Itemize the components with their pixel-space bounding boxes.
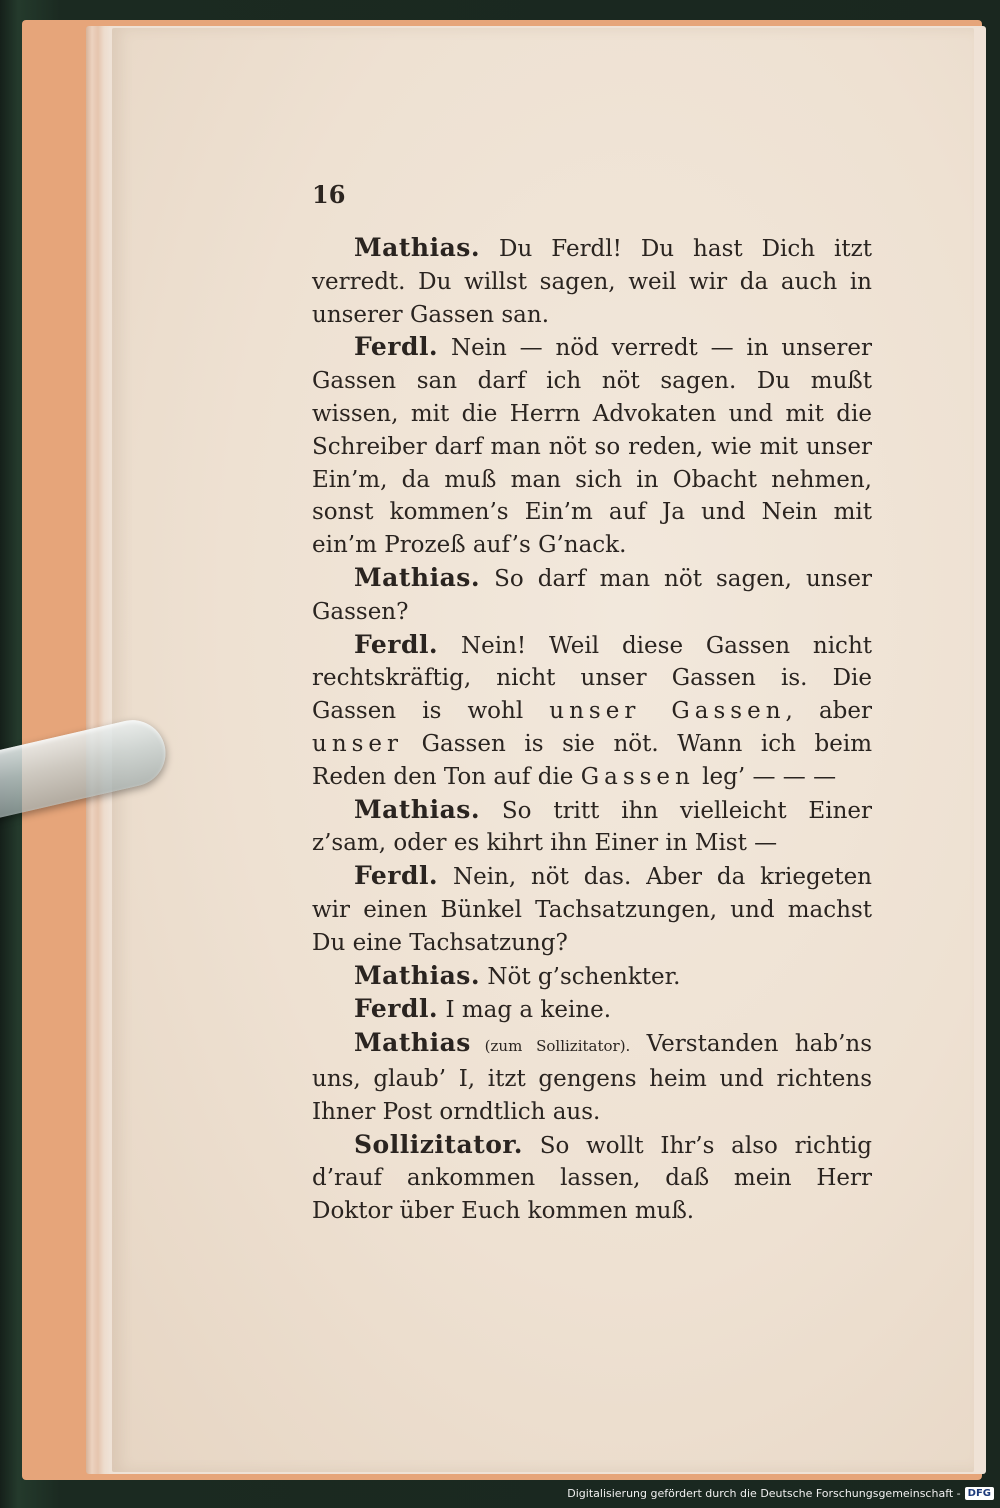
dialogue-text: Nöt g’schenkter. (480, 963, 681, 990)
emphasized-text: unser Gassen (549, 698, 786, 725)
funding-credit: Digitalisierung gefördert durch die Deutsche Forschungsgemeinschaft - (567, 1487, 961, 1500)
dialogue-text: So tritt ihn vielleicht Einer z’sam, oder es kihrt ihn Einer in Mist — (312, 797, 872, 857)
dialogue-text: Gassen is sie nöt. Wann ich beim Reden den Ton auf die (312, 730, 872, 790)
speaker-name: Mathias. (354, 960, 481, 990)
paragraph-1 (312, 232, 872, 331)
dialogue-text: So wollt Ihr’s also richtig d’rauf ankommen lassen, daß mein Herr Doktor über Euch kommen muß. (312, 1132, 872, 1225)
dialogue-text: Verstanden hab’ns uns, glaub’ I, itzt gengens heim und richtens Ihner Post orndtlich aus. (312, 1031, 872, 1125)
dialogue-text: Nein! Weil diese Gassen nicht rechtskräftig, nicht unser Gassen is. Die Gassen is wohl (312, 632, 872, 725)
speaker-name: Mathias. (354, 233, 481, 262)
emphasized-text: unser (312, 730, 404, 757)
speaker-name: Ferdl. (354, 994, 439, 1024)
page-number: 16 (312, 180, 346, 209)
paragraph-6 (312, 860, 872, 959)
paragraph-9 (312, 1027, 872, 1128)
stage-direction: (zum Sollizitator). (470, 1037, 631, 1056)
dialogue-text: So darf man nöt sagen, unser Gassen? (312, 565, 872, 625)
paragraph-3 (312, 562, 872, 629)
dialogue-text: Du Ferdl! Du hast Dich itzt verredt. Du willst sagen, weil wir da auch in unserer Gassen san. (312, 236, 872, 328)
speaker-name: Mathias. (354, 794, 481, 824)
emphasized-text: Gassen (580, 763, 695, 790)
paragraph-7 (312, 960, 872, 994)
speaker-name: Sollizitator. (354, 1129, 523, 1159)
dialogue-text: Nein, nöt das. Aber da kriegeten wir einen Bünkel Tachsatzungen, und machst Du eine Tachsatzung? (312, 864, 872, 956)
page-text (312, 232, 872, 1228)
paragraph-8 (312, 993, 872, 1027)
speaker-name: Ferdl. (354, 332, 439, 362)
speaker-name: Ferdl. (354, 629, 439, 659)
paragraph-2 (312, 331, 872, 562)
digitization-footer (567, 1487, 994, 1500)
speaker-name: Ferdl. (354, 861, 439, 891)
dialogue-text: leg’ — — — (694, 763, 837, 790)
paragraph-10 (312, 1129, 872, 1228)
paragraph-5 (312, 794, 872, 861)
dfg-logo-icon: DFG (965, 1487, 994, 1500)
speaker-name: Mathias. (354, 562, 481, 592)
dialogue-text: I mag a keine. (438, 997, 612, 1024)
dialogue-text: Nein — nöd verredt — in unserer Gassen san darf ich nöt sagen. Du mußt wissen, mit die Herrn Advokaten und mit die Schreiber darf man nöt so reden, wie mit unser Ein’m, da muß man sich in Obacht nehmen, sonst kommen’s Ein’m auf Ja und Nein mit ein’m Prozeß auf’s G’nack. (312, 335, 872, 559)
paragraph-4 (312, 629, 872, 794)
dialogue-text: , aber (785, 698, 872, 725)
speaker-name: Mathias (354, 1028, 471, 1058)
